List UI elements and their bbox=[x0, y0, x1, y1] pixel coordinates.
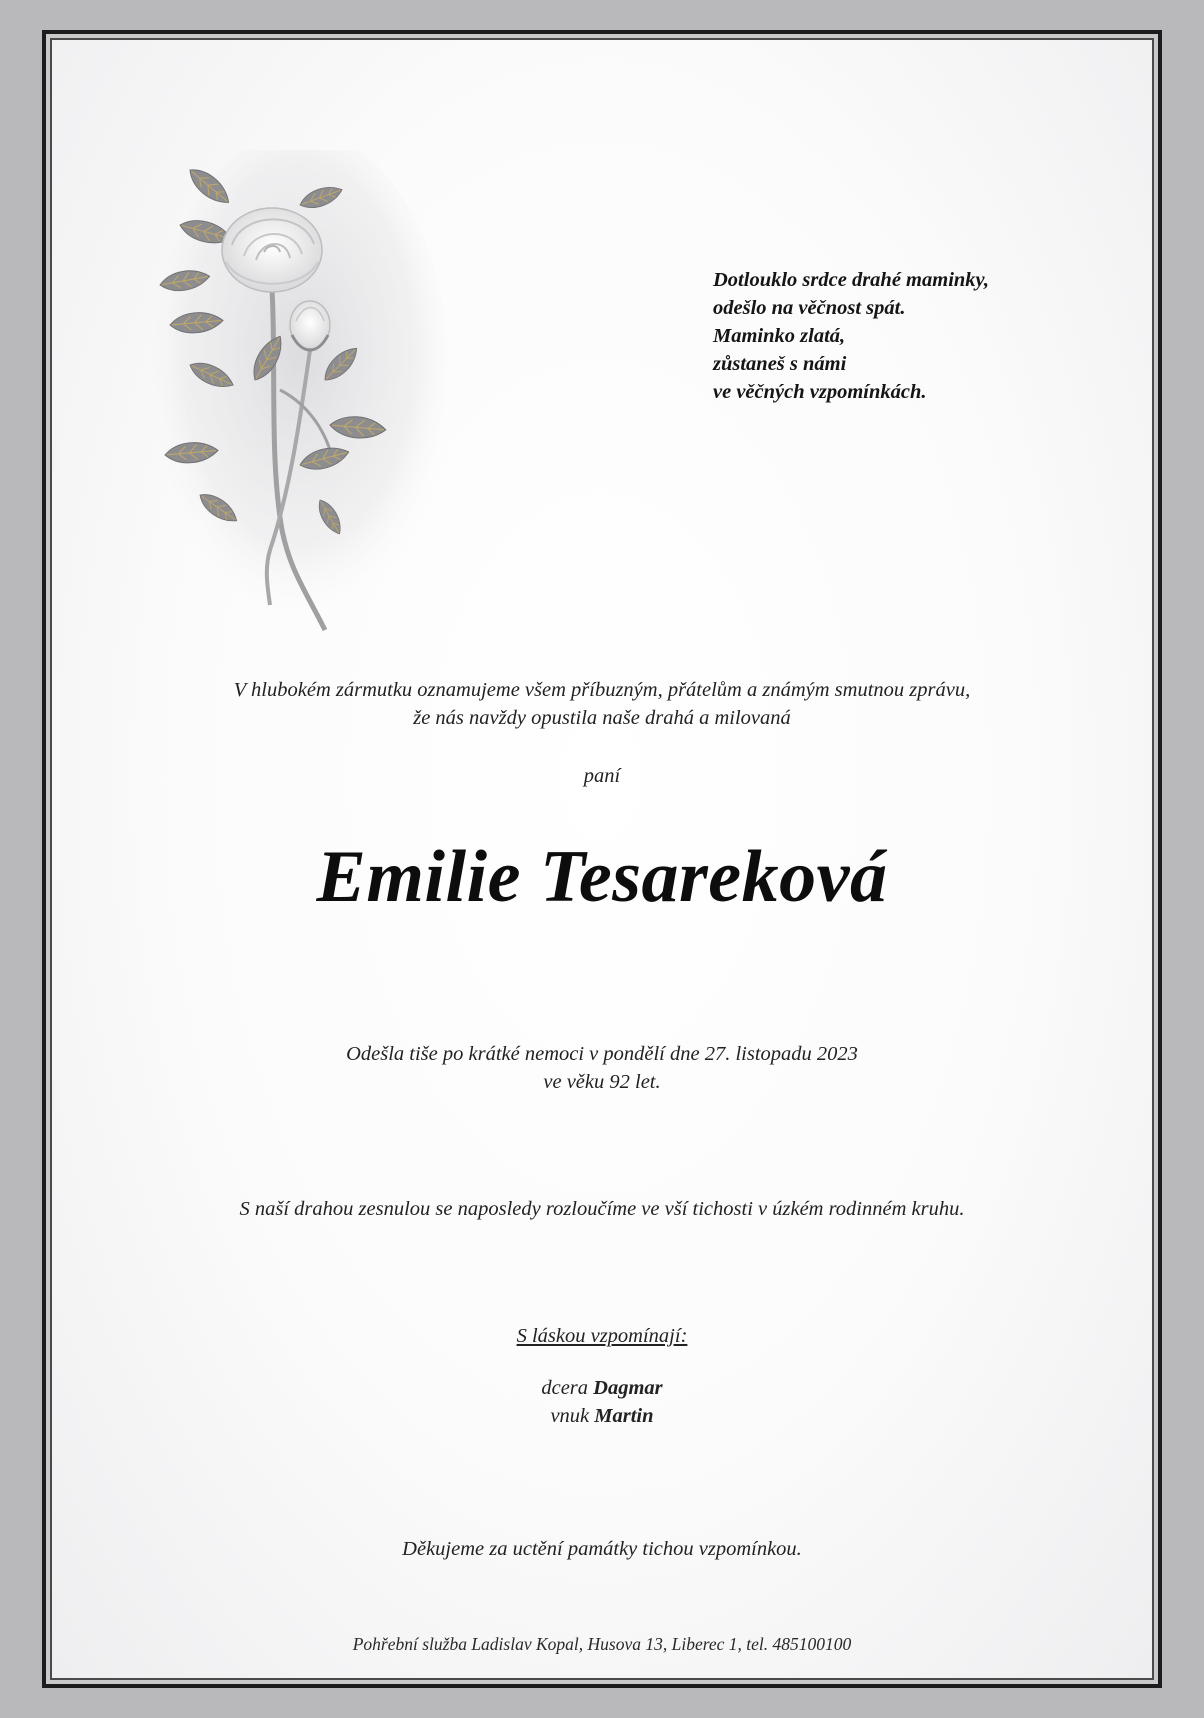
death-notice bbox=[52, 1040, 1152, 1096]
mourner-name: Martin bbox=[594, 1405, 654, 1427]
announcement-line: že nás navždy opustila naše drahá a milovaná bbox=[413, 707, 791, 729]
verse-line: zůstaneš s námi bbox=[713, 353, 847, 375]
thanks-text: Děkujeme za uctění památky tichou vzpomínkou. bbox=[402, 1538, 802, 1560]
verse-line: Maminko zlatá, bbox=[713, 325, 846, 347]
white-rose-icon bbox=[150, 150, 450, 650]
title-word: paní bbox=[583, 765, 621, 787]
remembrance-heading-text: S láskou vzpomínají: bbox=[516, 1325, 688, 1347]
mourners-list bbox=[52, 1374, 1152, 1430]
deceased-name: Emilie Tesareková bbox=[316, 836, 888, 918]
announcement-line: V hlubokém zármutku oznamujeme všem příbuzným, přátelům a známým smutnou zprávu, bbox=[233, 679, 971, 701]
mourner-relation: dcera bbox=[541, 1377, 594, 1399]
mourner-item bbox=[52, 1374, 1152, 1402]
death-notice-line: ve věku 92 let. bbox=[543, 1071, 661, 1093]
remembrance-heading bbox=[52, 1322, 1152, 1350]
death-notice-line: Odešla tiše po krátké nemoci v pondělí dne 27. listopadu 2023 bbox=[346, 1043, 858, 1065]
mourner-name: Dagmar bbox=[593, 1377, 663, 1399]
verse-line: ve věčných vzpomínkách. bbox=[713, 381, 927, 403]
mourner-relation: vnuk bbox=[550, 1405, 595, 1427]
announcement bbox=[52, 676, 1152, 732]
funeral-service-footer: Pohřební služba Ladislav Kopal, Husova 13, Liberec 1, tel. 485100100 bbox=[352, 1634, 852, 1654]
mourner-item bbox=[52, 1402, 1152, 1430]
verse-poem bbox=[713, 266, 989, 406]
verse-line: Dotlouklo srdce drahé maminky, bbox=[713, 269, 989, 291]
farewell-text: S naší drahou zesnulou se naposledy rozloučíme ve vší tichosti v úzkém rodinném kruhu. bbox=[239, 1198, 965, 1220]
verse-line: odešlo na věčnost spát. bbox=[713, 297, 906, 319]
